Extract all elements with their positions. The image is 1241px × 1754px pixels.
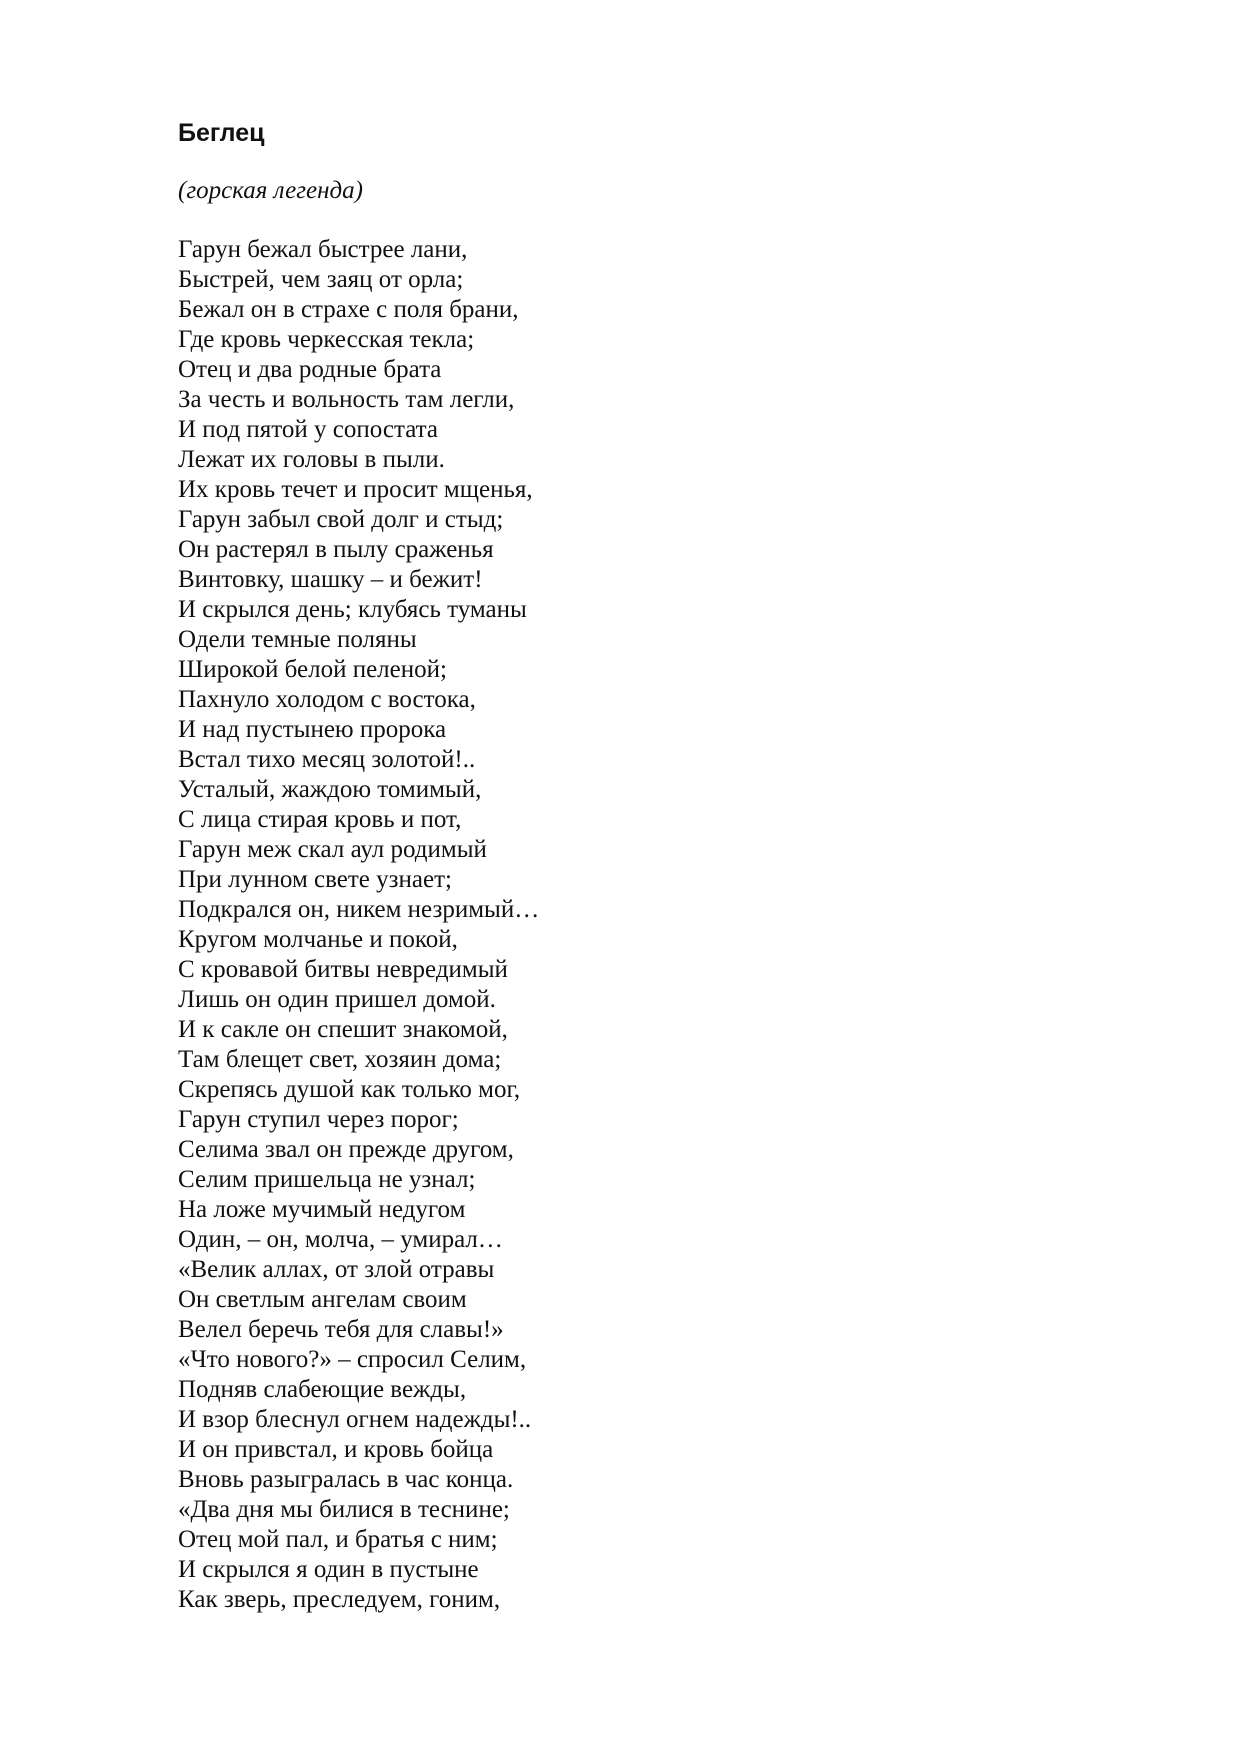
poem-line: Бежал он в страхе с поля брани, bbox=[178, 296, 519, 323]
poem-title: Беглец bbox=[178, 119, 265, 147]
poem-line: Широкой белой пеленой; bbox=[178, 656, 447, 683]
poem-line: Один, – он, молча, – умирал… bbox=[178, 1226, 503, 1253]
poem-line: Он светлым ангелам своим bbox=[178, 1286, 467, 1313]
poem-line: Одели темные поляны bbox=[178, 626, 417, 653]
poem-line: Подкрался он, никем незримый… bbox=[178, 896, 540, 923]
poem-line: И скрылся день; клубясь туманы bbox=[178, 596, 527, 623]
poem-subtitle: (горская легенда) bbox=[178, 177, 363, 204]
poem-text bbox=[178, 235, 539, 1615]
poem-line: И скрылся я один в пустыне bbox=[178, 1556, 479, 1583]
poem-line: «Два дня мы билися в теснине; bbox=[178, 1496, 510, 1523]
poem-line: И под пятой у сопостата bbox=[178, 416, 438, 443]
poem-line: Гарун забыл свой долг и стыд; bbox=[178, 506, 504, 533]
poem-line: Пахнуло холодом с востока, bbox=[178, 686, 476, 713]
poem-line: Там блещет свет, хозяин дома; bbox=[178, 1046, 502, 1073]
poem-line: И к сакле он спешит знакомой, bbox=[178, 1016, 508, 1043]
poem-line: Встал тихо месяц золотой!.. bbox=[178, 746, 476, 773]
poem-line: Он растерял в пылу сраженья bbox=[178, 536, 494, 563]
poem-line: Подняв слабеющие вежды, bbox=[178, 1376, 467, 1403]
poem-line: С кровавой битвы невредимый bbox=[178, 956, 508, 983]
poem-line: «Что нового?» – спросил Селим, bbox=[178, 1346, 527, 1373]
poem-line: Гарун меж скал аул родимый bbox=[178, 836, 487, 863]
poem-line: Как зверь, преследуем, гоним, bbox=[178, 1586, 501, 1613]
poem-line: Велел беречь тебя для славы!» bbox=[178, 1316, 504, 1343]
poem-line: С лица стирая кровь и пот, bbox=[178, 806, 462, 833]
poem-line: Гарун ступил через порог; bbox=[178, 1106, 459, 1133]
poem-line: И он привстал, и кровь бойца bbox=[178, 1436, 494, 1463]
poem-line: Отец мой пал, и братья с ним; bbox=[178, 1526, 498, 1553]
poem-line: Кругом молчанье и покой, bbox=[178, 926, 458, 953]
poem-line: Лишь он один пришел домой. bbox=[178, 986, 496, 1013]
poem-line: На ложе мучимый недугом bbox=[178, 1196, 466, 1223]
poem-line: Гарун бежал быстрее лани, bbox=[178, 236, 468, 263]
poem-line: Лежат их головы в пыли. bbox=[178, 446, 445, 473]
poem-line: Вновь разыгралась в час конца. bbox=[178, 1466, 514, 1493]
poem-line: «Велик аллах, от злой отравы bbox=[178, 1256, 495, 1283]
poem-line: За честь и вольность там легли, bbox=[178, 386, 515, 413]
poem-line: Винтовку, шашку – и бежит! bbox=[178, 566, 483, 593]
poem-line: Где кровь черкесская текла; bbox=[178, 326, 475, 353]
poem-line: Отец и два родные брата bbox=[178, 356, 442, 383]
poem-line: И над пустынею пророка bbox=[178, 716, 447, 743]
poem-line: Селима звал он прежде другом, bbox=[178, 1136, 514, 1163]
poem-line: И взор блеснул огнем надежды!.. bbox=[178, 1406, 532, 1433]
poem-line: Быстрей, чем заяц от орла; bbox=[178, 266, 464, 293]
poem-line: Скрепясь душой как только мог, bbox=[178, 1076, 521, 1103]
poem-line: Усталый, жаждою томимый, bbox=[178, 776, 482, 803]
poem-line: Их кровь течет и просит мщенья, bbox=[178, 476, 533, 503]
poem-line: При лунном свете узнает; bbox=[178, 866, 452, 893]
poem-line: Селим пришельца не узнал; bbox=[178, 1166, 476, 1193]
